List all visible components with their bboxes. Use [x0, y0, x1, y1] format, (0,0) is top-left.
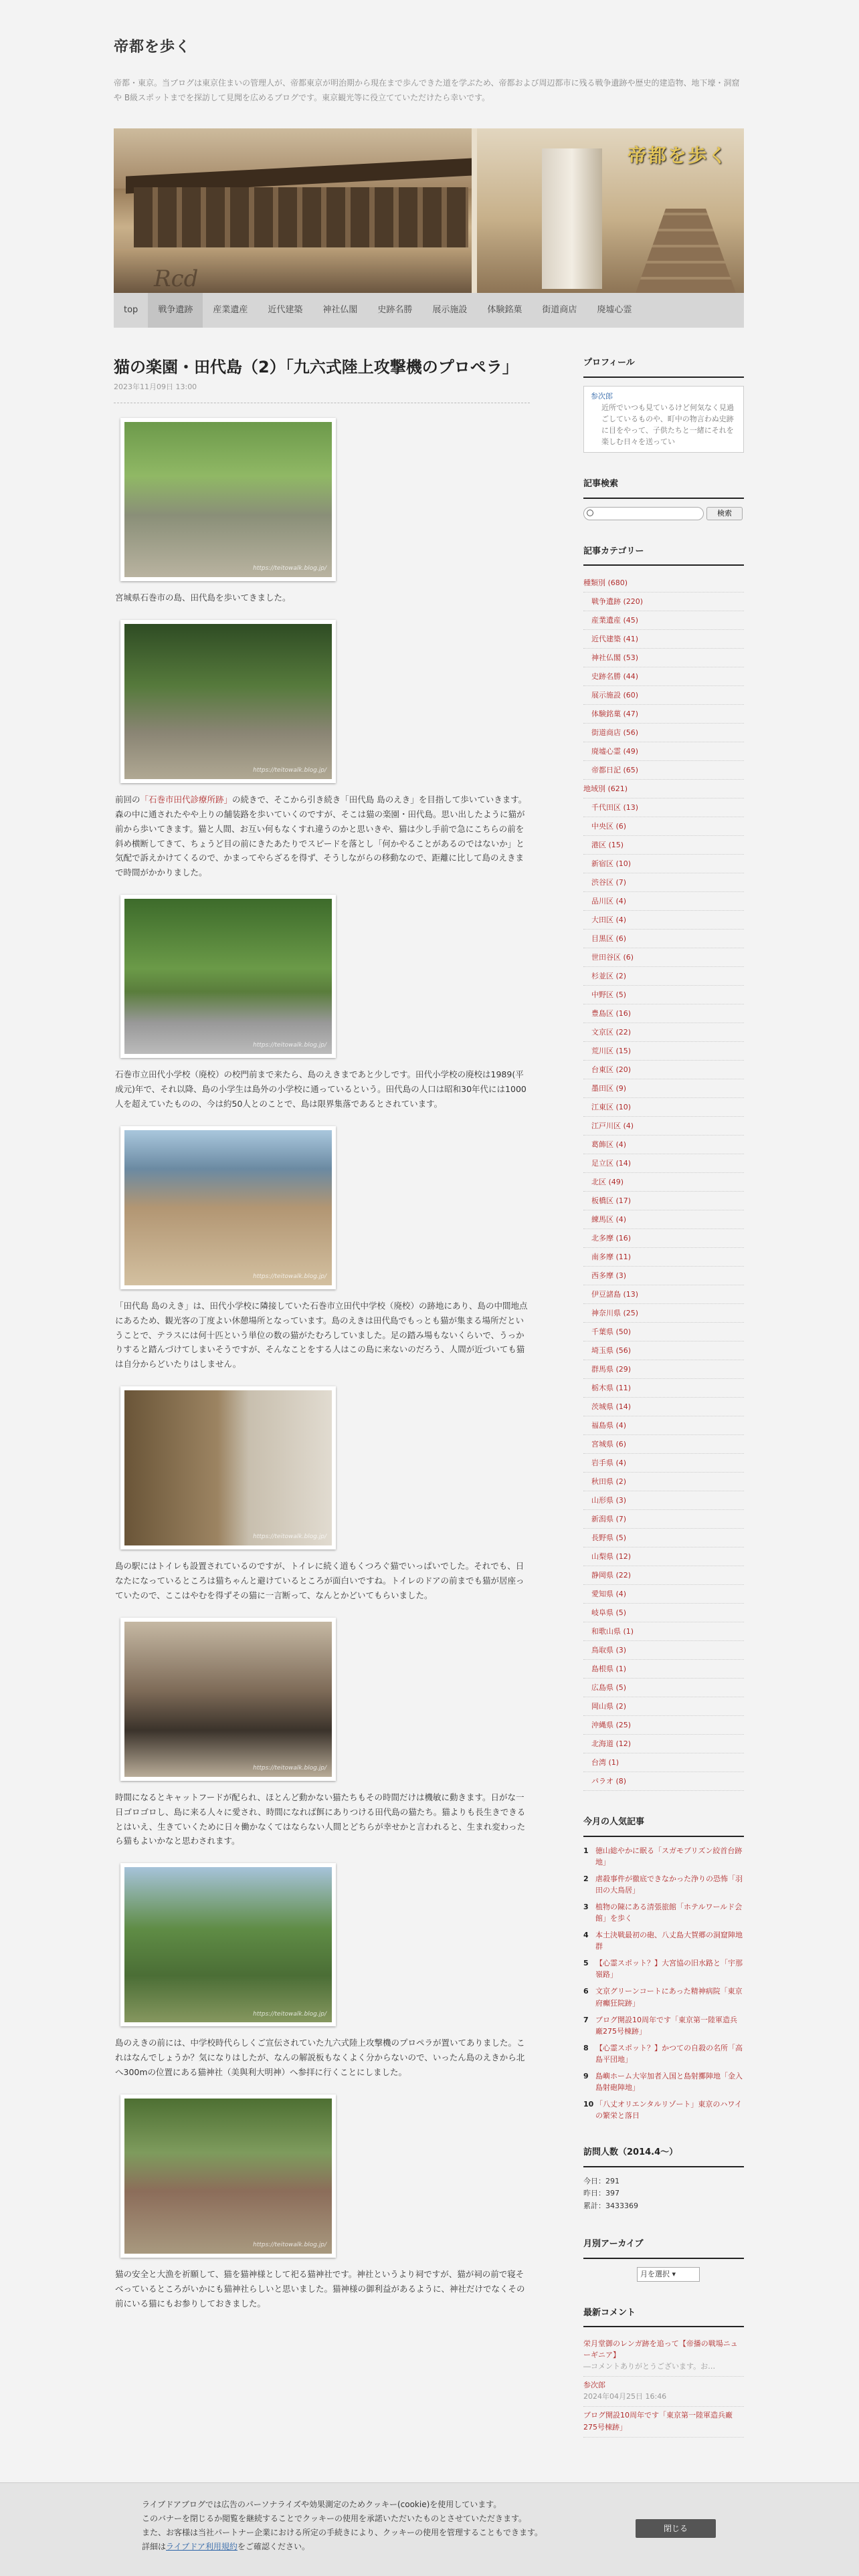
- nav-item[interactable]: 体験銘菓: [487, 305, 522, 315]
- category-item: [583, 1435, 744, 1454]
- cookie-text: [142, 2498, 624, 2554]
- comment-meta: ―コメントありがとうございます。お…: [583, 2362, 716, 2371]
- post-date: 2023年11月09日 13:00: [114, 381, 530, 403]
- category-link[interactable]: 鳥取県 (3): [591, 1646, 627, 1655]
- post-paragraph-2: [114, 792, 530, 880]
- rank-number: 8: [583, 2043, 589, 2052]
- nav-item[interactable]: 近代建築: [268, 305, 303, 315]
- category-link[interactable]: 群馬県 (29): [591, 1365, 632, 1374]
- archive-select-value: 月を選択: [640, 2269, 670, 2278]
- nav-item[interactable]: 街道商店: [542, 305, 577, 315]
- category-item: [583, 724, 744, 742]
- cookie-line: ライブドアブログでは広告のパーソナライズや効果測定のためクッキー(cookie)を使用しています。: [142, 2500, 502, 2509]
- banner-tower: [542, 148, 602, 289]
- category-link[interactable]: 戦争遺跡 (220): [591, 597, 644, 607]
- comment-item: [583, 2407, 744, 2437]
- category-item: [583, 1061, 744, 1079]
- post-paragraph-1: 宮城県石巻市の島、田代島を歩いてきました。: [115, 593, 291, 603]
- category-link[interactable]: 杉並区 (2): [591, 972, 627, 981]
- category-link[interactable]: 帝都日記 (65): [591, 766, 639, 775]
- photo-caption: https://teitowalk.blog.jp/: [253, 1273, 326, 1281]
- popular-link[interactable]: 島嶼ホーム大宰加者入国と島射擲陣地「金入島射砲陣地」: [595, 2071, 743, 2092]
- widget-title: 今月の人気記事: [583, 1815, 744, 1837]
- category-item: [583, 1323, 744, 1341]
- search-row: [583, 507, 744, 520]
- category-link[interactable]: 北多摩 (16): [591, 1234, 632, 1243]
- widget-title: 記事カテゴリー: [583, 544, 744, 566]
- visitors-today: 今日：291: [583, 2176, 619, 2185]
- category-link[interactable]: 江東区 (10): [591, 1103, 632, 1112]
- category-item: [583, 1566, 744, 1585]
- widget-title: 最新コメント: [583, 2306, 744, 2328]
- profile-widget: [583, 356, 744, 453]
- category-item: [583, 817, 744, 836]
- cookie-line: [142, 2540, 624, 2554]
- nav-item[interactable]: 神社仏閣: [322, 305, 358, 315]
- comment-meta: 2024年04月25日 16:46: [583, 2392, 667, 2401]
- banner-logo: 帝都を歩く: [627, 144, 728, 167]
- category-link[interactable]: 近代建築 (41): [591, 635, 639, 644]
- search-icon: [587, 510, 593, 516]
- post-photo-1[interactable]: [120, 418, 336, 581]
- comment-list: [583, 2335, 744, 2437]
- category-item: [583, 667, 744, 686]
- category-link[interactable]: 新潟県 (7): [591, 1515, 627, 1524]
- photo-caption: https://teitowalk.blog.jp/: [253, 1765, 326, 1772]
- profile-box: [583, 386, 744, 453]
- category-item: [583, 1379, 744, 1398]
- category-link[interactable]: 伊豆諸島 (13): [591, 1290, 639, 1299]
- category-item: [583, 967, 744, 986]
- category-link[interactable]: 種類別 (680): [583, 578, 628, 588]
- photo-caption: https://teitowalk.blog.jp/: [253, 767, 326, 774]
- category-item: [583, 1772, 744, 1791]
- category-link[interactable]: 渋谷区 (7): [591, 878, 627, 887]
- popular-link[interactable]: 【心霊スポット？】かつての自殺の名所「高島平団地」: [595, 2043, 743, 2064]
- category-link[interactable]: 茨城県 (14): [591, 1402, 632, 1412]
- category-link[interactable]: 産業遺産 (45): [591, 616, 639, 625]
- widget-title: 訪問人数（2014.4～）: [583, 2145, 744, 2167]
- rank-number: 7: [583, 2015, 589, 2024]
- category-link[interactable]: 北区 (49): [591, 1178, 624, 1187]
- cookie-line-text: 詳細は: [142, 2542, 167, 2551]
- category-item: [583, 1585, 744, 1604]
- category-link[interactable]: 中央区 (6): [591, 822, 627, 831]
- category-item: [583, 1154, 744, 1173]
- category-item: [583, 1341, 744, 1360]
- post-title[interactable]: 猫の楽園・田代島（2）「九六式陸上攻撃機のプロペラ」: [114, 358, 518, 377]
- post-paragraph-7: 島のえきの前には、中学校時代らしくご宣伝されていた九六式陸上攻撃機のプロペラが置いてありました。これはなんでしょうか？気になりはしたが、なんの解説板もなくよく分からないので、いったん島のえきから北へ300mの位置にある猫神社（美與利大明神）へ参拝に行くことにしました。: [115, 2038, 525, 2078]
- popular-link[interactable]: 徳山総やかに眠る「スガモプリズン絞首台跡地」: [595, 1846, 743, 1867]
- rank-number: 3: [583, 1903, 589, 1912]
- category-item: [583, 948, 744, 967]
- category-link[interactable]: 神奈川県 (25): [591, 1309, 639, 1318]
- category-link[interactable]: 南多摩 (11): [591, 1253, 632, 1262]
- nav-item[interactable]: 戦争遺跡: [148, 293, 203, 328]
- category-item: [583, 1210, 744, 1229]
- popular-link[interactable]: 虐殺事件が徹底できなかった浄りの恐怖「羽田の大鳥居」: [595, 1874, 743, 1895]
- category-item: [583, 705, 744, 724]
- category-link[interactable]: 中野区 (5): [591, 990, 627, 1000]
- cookie-line: また、お客様は当社パートナー企業における所定の手続きにより、クッキーの使用を管理することもできます。: [142, 2528, 543, 2537]
- category-link[interactable]: 足立区 (14): [591, 1159, 632, 1168]
- nav-item[interactable]: top: [124, 305, 138, 315]
- photo-caption: https://teitowalk.blog.jp/: [253, 1533, 326, 1541]
- terms-link[interactable]: ライブドア利用規約: [166, 2542, 237, 2551]
- category-item: [583, 611, 744, 630]
- banner-divider: [472, 128, 477, 293]
- category-link[interactable]: 体験銘菓 (47): [591, 710, 639, 719]
- widget-title: 記事検索: [583, 477, 744, 499]
- category-link[interactable]: 新宿区 (10): [591, 859, 632, 869]
- category-item: [583, 742, 744, 761]
- category-item: [583, 836, 744, 855]
- category-item: [583, 798, 744, 817]
- popular-list: [583, 1845, 744, 2121]
- post-paragraph-5: 島の駅にはトイレも設置されているのですが、トイレに続く道もくつろぐ猫でいっぱいでした。それでも、日なたになっているところは猫ちゃんと避けているところが面白いですね。トイレのドアの前までも猫が居座っていたので、ここはやむを得ずその猫に一言断って、なんとかどいてもらいました。: [115, 1561, 524, 1600]
- category-link[interactable]: 地域別 (621): [583, 784, 628, 794]
- main-content: [114, 356, 530, 2311]
- category-item: [583, 1547, 744, 1566]
- category-item: [583, 1229, 744, 1248]
- category-item: [583, 1285, 744, 1304]
- comment-item: [583, 2335, 744, 2377]
- category-link[interactable]: 展示施設 (60): [591, 691, 639, 700]
- comment-link[interactable]: 栄月堂御のレンガ跡を追って【帝播の戦場ニューギニア】: [583, 2339, 738, 2360]
- category-link[interactable]: 文京区 (22): [591, 1028, 632, 1037]
- category-item: [583, 1510, 744, 1529]
- cookie-banner: [0, 2482, 859, 2576]
- category-link[interactable]: 史跡名勝 (44): [591, 672, 639, 681]
- category-link[interactable]: 街道商店 (56): [591, 728, 639, 738]
- category-item: [583, 1267, 744, 1285]
- rank-number: 5: [583, 1959, 589, 1968]
- category-link[interactable]: 福島県 (4): [591, 1421, 627, 1430]
- popular-link[interactable]: 【心霊スポット？】大宮協の旧水路と「宇那嶺路」: [595, 1959, 743, 1979]
- popular-link[interactable]: ブログ開設10周年です「東京第一陸軍造兵廠275号棟跡」: [595, 2015, 737, 2036]
- post-paragraph-4: 「田代島 島のえき」は、田代小学校に隣接していた石巻市立田代中学校（廃校）の跡地にあり、島の中間地点にあるため、観光客の丁度よい休憩場所となっています。島のえきは田代島でもっとも猫が集まる場所だということで、テラスには何十匹という単位の数の猫がたむろしていました。足の踏み場もないくらいで、うっかりすると踏んづけてしまいそうですが、そんなことをする人はこの島に来ないのだろう、人間が近づいても猫は自分からどいたりはしません。: [115, 1300, 528, 1370]
- popular-link[interactable]: 文京グリーンコートにあった精神病院「東京府癲狂院跡」: [595, 1987, 743, 2008]
- category-item: [583, 686, 744, 705]
- category-item: [583, 1304, 744, 1323]
- category-item: [583, 630, 744, 649]
- category-item: [583, 1622, 744, 1641]
- category-item: [583, 1398, 744, 1416]
- category-item: [583, 1248, 744, 1267]
- category-link[interactable]: 山梨県 (12): [591, 1552, 632, 1562]
- category-list: [583, 574, 744, 1791]
- popular-item: [583, 2070, 744, 2093]
- post-photo-6[interactable]: [120, 1618, 336, 1781]
- comment-link[interactable]: 参次郎: [583, 2381, 605, 2390]
- category-link[interactable]: 広島県 (5): [591, 1683, 627, 1693]
- category-link[interactable]: 和歌山県 (1): [591, 1627, 634, 1636]
- category-link[interactable]: 埼玉県 (56): [591, 1346, 632, 1356]
- category-link[interactable]: 愛知県 (4): [591, 1590, 627, 1599]
- category-link[interactable]: 豊島区 (16): [591, 1009, 632, 1018]
- cookie-line: このバナーを閉じるか閲覧を継続することでクッキーの使用を承諾いただいたものとさせていただきます。: [142, 2514, 527, 2523]
- category-item: [583, 986, 744, 1004]
- sidebar: [583, 356, 744, 2462]
- nav-item[interactable]: 廃墟心霊: [597, 305, 632, 315]
- post-photo-8[interactable]: [120, 2095, 336, 2258]
- category-item: [583, 1735, 744, 1753]
- paragraph-text: の続きで、そこから引き続き「田代島 島のえき」を目指して歩いていきます。森の中に通されたやや上りの舗装路を歩いていくのですが、そこは猫の楽園・田代島。思い出したように猫が前から歩いてきます。猫と人間、お互い何もなくすれ違うのかと思いきや、猫は少し手前で急にこちらの前を斜め横断してきて、ちょうど目の前にきたあたりでスピードを落とし「何かやることがあるのではないか」と気配で訴えかけてくるので、かまってやらざるを得ず、そうしながらの移動なので、距離に比して島のえきまで時間がかかりました。: [115, 794, 527, 878]
- category-link[interactable]: 千葉県 (50): [591, 1327, 632, 1337]
- category-item: [583, 911, 744, 930]
- rank-number: 1: [583, 1846, 589, 1855]
- cookie-close-button[interactable]: 閉じる: [636, 2519, 716, 2538]
- category-item: [583, 593, 744, 611]
- site-description: 帝都・東京。当ブログは東京住まいの管理人が、帝都東京が明治期から現在まで歩んできた道を学ぶため、帝都および周辺都市に残る戦争遺跡や歴史的建造物、地下壕・洞窟や B級スポットまでを探訪して見聞を広めるブログです。東京観光等に役立てていただけたら幸いです。: [114, 78, 740, 102]
- post-paragraph-8: 猫の安全と大漁を祈願して、猫を猫神様として祀る猫神社です。神社というより祠ですが、猫が祠の前で寝そべっているところがいかにも猫神社らしいと思いました。猫神様の御利益があるように、神社だけでなくその前にいる猫にもお参りしておきました。: [115, 2268, 525, 2309]
- header-banner[interactable]: [114, 128, 744, 293]
- site-title[interactable]: 帝都を歩く: [114, 39, 191, 56]
- category-link[interactable]: 沖縄県 (25): [591, 1721, 632, 1730]
- visitors-widget: [583, 2145, 744, 2213]
- category-link[interactable]: 千代田区 (13): [591, 803, 639, 813]
- nav-item[interactable]: 産業遺産: [213, 305, 248, 315]
- category-item: [583, 1360, 744, 1379]
- category-link[interactable]: 宮城県 (6): [591, 1440, 627, 1449]
- photo-caption: https://teitowalk.blog.jp/: [253, 2242, 326, 2249]
- category-item: [583, 1416, 744, 1435]
- category-item: [583, 855, 744, 873]
- popular-link[interactable]: 本土決戦最初の砲、八丈島大賀郷の洞窟陣地群: [595, 1931, 743, 1951]
- comment-item: [583, 2377, 744, 2407]
- popular-item: [583, 1929, 744, 1952]
- category-item: [583, 649, 744, 667]
- category-link[interactable]: 港区 (15): [591, 841, 624, 850]
- comment-link[interactable]: ブログ開設10周年です「東京第一陸軍造兵廠275号棟跡」: [583, 2411, 733, 2432]
- post-photo-3[interactable]: [120, 895, 336, 1058]
- popular-item: [583, 1985, 744, 2008]
- category-item: [583, 1004, 744, 1023]
- category-item: [583, 1098, 744, 1117]
- widget-title: プロフィール: [583, 356, 744, 378]
- category-item: [583, 1192, 744, 1210]
- category-link[interactable]: 廃墟心霊 (49): [591, 747, 639, 756]
- category-link[interactable]: 岡山県 (2): [591, 1702, 627, 1711]
- popular-item: [583, 2014, 744, 2037]
- category-link[interactable]: 台湾 (1): [591, 1758, 619, 1767]
- visitors-total: 累計：3433369: [583, 2202, 638, 2211]
- category-link[interactable]: 世田谷区 (6): [591, 953, 634, 962]
- post-photo-7[interactable]: [120, 1863, 336, 2026]
- category-link[interactable]: 品川区 (4): [591, 897, 627, 906]
- category-item: [583, 780, 744, 798]
- category-widget: [583, 544, 744, 1792]
- paragraph-text: 前回の: [115, 794, 140, 804]
- category-link[interactable]: 岩手県 (4): [591, 1459, 627, 1468]
- category-link[interactable]: 板橋区 (17): [591, 1196, 632, 1206]
- nav-item[interactable]: 史跡名勝: [377, 305, 413, 315]
- popular-item: [583, 1845, 744, 1868]
- popular-item: [583, 1957, 744, 1980]
- category-link[interactable]: 長野県 (5): [591, 1533, 627, 1543]
- comments-widget: [583, 2306, 744, 2438]
- category-link[interactable]: 目黒区 (6): [591, 934, 627, 944]
- category-link[interactable]: 静岡県 (22): [591, 1571, 632, 1580]
- profile-text: 近所でいつも見ているけど何気なく見過ごしているものや、町中の物言わぬ史跡に目をやって、子供たちと一緒にそれを楽しむ日々を送ってい: [601, 403, 734, 446]
- post-paragraph-6: 時間になるとキャットフードが配られ、ほとんど動かない猫たちもその時間だけは機敏に動きます。日がな一日ゴロゴロし、島に来る人々に愛され、時間になれば餌にありつける田代島の猫たち。猫よりも長生きできるとはいえ、生きていくために日々働かなくてはならない人間とどちらが幸せかと言われると、生まれ変わったら猫もよいかなと思わされます。: [115, 1792, 526, 1846]
- archive-widget: [583, 2237, 744, 2282]
- popular-link[interactable]: 植物の陳にある清張旅館「ホテルワールド会館」を歩く: [595, 1903, 743, 1923]
- category-item: [583, 761, 744, 780]
- cookie-line-text: をご確認ください。: [237, 2542, 310, 2551]
- profile-name-link[interactable]: 参次郎: [591, 391, 613, 401]
- search-button[interactable]: 検索: [706, 507, 743, 520]
- rank-number: 10: [583, 2099, 594, 2109]
- rank-number: 9: [583, 2071, 589, 2080]
- category-item: [583, 930, 744, 948]
- category-item: [583, 1117, 744, 1136]
- archive-month-select[interactable]: [637, 2267, 700, 2282]
- category-link[interactable]: 栃木県 (11): [591, 1384, 632, 1393]
- category-link[interactable]: 神社仏閣 (53): [591, 653, 639, 663]
- category-item: [583, 1491, 744, 1510]
- popular-item: [583, 2099, 744, 2121]
- banner-graffiti: Rcd: [154, 265, 199, 292]
- category-item: [583, 1716, 744, 1735]
- category-link[interactable]: 葛飾区 (4): [591, 1140, 627, 1150]
- popular-item: [583, 1873, 744, 1896]
- category-link[interactable]: 墨田区 (9): [591, 1084, 627, 1093]
- category-link[interactable]: 西多摩 (3): [591, 1271, 627, 1281]
- post-photo-4[interactable]: [120, 1126, 336, 1289]
- widget-title: 月別アーカイブ: [583, 2237, 744, 2259]
- category-item: [583, 873, 744, 892]
- rank-number: 2: [583, 1874, 589, 1884]
- category-link[interactable]: 島根県 (1): [591, 1665, 627, 1674]
- category-link[interactable]: 北海道 (12): [591, 1739, 632, 1749]
- post-paragraph-3: 石巻市立田代小学校（廃校）の校門前まで来たら、島のえきまであと少しです。田代小学校の廃校は1989(平成元)年で、それ以降、島の小学生は島外の小学校に通っているという。田代島の人口は昭和30年代には1000人を超えていたものの、今は約50人とのことで、島は限界集落であるとされています。: [115, 1069, 527, 1109]
- rank-number: 6: [583, 1987, 589, 1996]
- rank-number: 4: [583, 1931, 589, 1940]
- category-link[interactable]: 荒川区 (15): [591, 1047, 632, 1056]
- category-item: [583, 1529, 744, 1547]
- category-item: [583, 1473, 744, 1491]
- category-link[interactable]: 岐阜県 (5): [591, 1608, 627, 1618]
- visitors-yesterday: 昨日：397: [583, 2189, 619, 2198]
- category-link[interactable]: 山形県 (3): [591, 1496, 627, 1505]
- category-link[interactable]: 練馬区 (4): [591, 1215, 627, 1224]
- category-item: [583, 1660, 744, 1679]
- search-input[interactable]: [583, 507, 704, 520]
- global-nav: [114, 293, 744, 328]
- category-item: [583, 1042, 744, 1061]
- previous-post-link[interactable]: 「石巻市田代診療所跡」: [140, 794, 233, 804]
- category-item: [583, 1697, 744, 1716]
- nav-item[interactable]: 展示施設: [432, 305, 468, 315]
- visitor-stats: [583, 2175, 744, 2213]
- photo-caption: https://teitowalk.blog.jp/: [253, 565, 326, 572]
- category-item: [583, 1604, 744, 1622]
- popular-item: [583, 1901, 744, 1924]
- popular-link[interactable]: 「八丈オリエンタルリゾート」東京のハワイの繁栄と落日: [595, 2099, 743, 2120]
- post-photo-5[interactable]: [120, 1386, 336, 1549]
- photo-caption: https://teitowalk.blog.jp/: [253, 2010, 326, 2018]
- category-item: [583, 1136, 744, 1154]
- banner-building: [134, 187, 468, 247]
- category-link[interactable]: パラオ (8): [591, 1777, 627, 1786]
- popular-item: [583, 2042, 744, 2065]
- category-item: [583, 1454, 744, 1473]
- category-link[interactable]: 台東区 (20): [591, 1065, 632, 1075]
- category-item: [583, 574, 744, 593]
- search-widget: [583, 477, 744, 520]
- category-item: [583, 892, 744, 911]
- popular-widget: [583, 1815, 744, 2121]
- category-item: [583, 1173, 744, 1192]
- category-link[interactable]: 江戸川区 (4): [591, 1121, 634, 1131]
- category-item: [583, 1641, 744, 1660]
- category-item: [583, 1753, 744, 1772]
- category-link[interactable]: 大田区 (4): [591, 916, 627, 925]
- chevron-down-icon: ▾: [672, 2269, 676, 2278]
- category-item: [583, 1079, 744, 1098]
- category-item: [583, 1023, 744, 1042]
- photo-caption: https://teitowalk.blog.jp/: [253, 1042, 326, 1049]
- post-photo-2[interactable]: [120, 620, 336, 783]
- category-link[interactable]: 秋田県 (2): [591, 1477, 627, 1487]
- category-item: [583, 1679, 744, 1697]
